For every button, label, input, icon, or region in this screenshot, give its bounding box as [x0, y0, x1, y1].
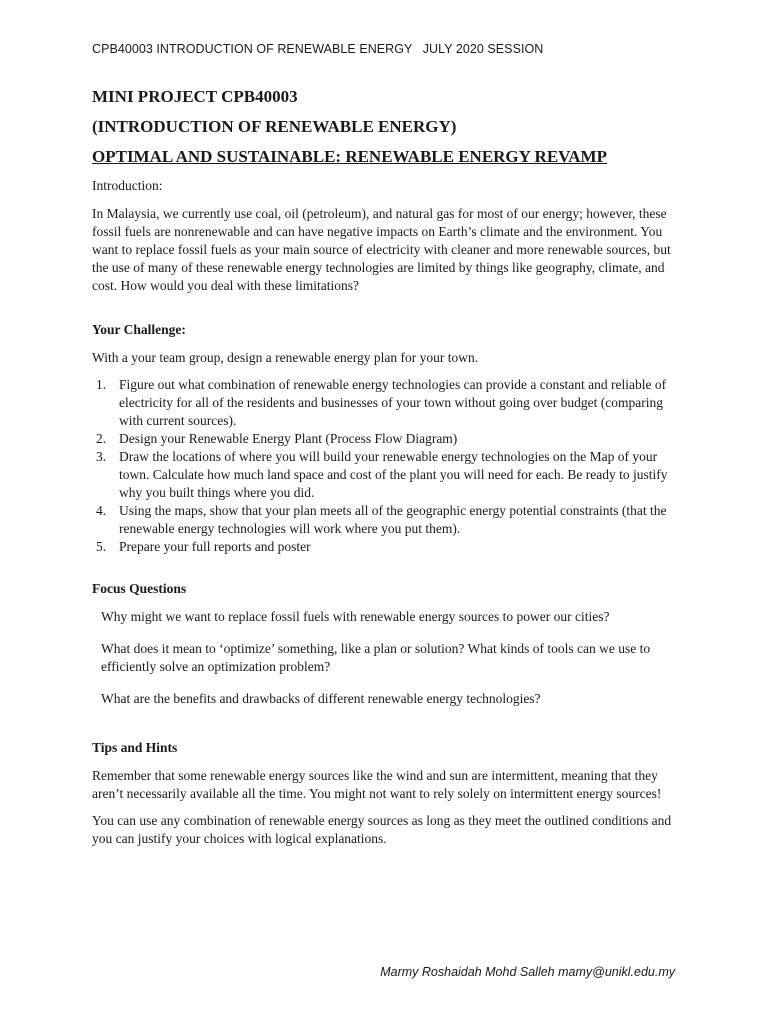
- task-text: Using the maps, show that your plan meets all of the geographic energy potential constraints (that the renewable energy technologies will work where you put them).: [119, 503, 667, 536]
- task-item: [92, 538, 682, 556]
- focus-question: Why might we want to replace fossil fuels with renewable energy sources to power our cities?: [101, 609, 610, 624]
- author-footer: Marmy Roshaidah Mohd Salleh mamy@unikl.edu.my: [380, 965, 675, 979]
- task-text: Figure out what combination of renewable energy technologies can provide a constant and reliable of electricity for all of the residents and businesses of your town without going over budget (comparing with current sources).: [119, 377, 667, 428]
- challenge-lead: With a your team group, design a renewable energy plan for your town.: [92, 350, 479, 365]
- project-title: MINI PROJECT CPB40003: [92, 87, 298, 106]
- tip-paragraph: Remember that some renewable energy sources like the wind and sun are intermittent, meaning that they aren’t necessarily available all the time. You might not want to rely solely on intermittent energy sources!: [92, 768, 662, 801]
- intro-paragraph: In Malaysia, we currently use coal, oil (petroleum), and natural gas for most of our energy; however, these fossil fuels are nonrenewable and can have negative impacts on Earth’s climate and the environment. You want to replace fossil fuels as your main source of electricity with cleaner and more renewable sources, but the use of many of these renewable energy technologies are limited by things like geography, climate, and cost. How would you deal with these limitations?: [92, 206, 671, 293]
- task-text: Draw the locations of where you will build your renewable energy technologies on the Map of your town. Calculate how much land space and cost of the plant you will need for each. Be ready to justify why you built things where you did.: [119, 449, 668, 500]
- task-item: [92, 502, 682, 538]
- task-number: 2.: [96, 431, 107, 446]
- task-number: 4.: [96, 503, 107, 518]
- document-body: [92, 86, 682, 848]
- running-header: CPB40003 INTRODUCTION OF RENEWABLE ENERGY JULY 2020 SESSION: [92, 42, 544, 56]
- task-text: Prepare your full reports and poster: [119, 539, 311, 554]
- task-text: Design your Renewable Energy Plant (Process Flow Diagram): [119, 431, 458, 446]
- task-number: 5.: [96, 539, 107, 554]
- tip-paragraph: You can use any combination of renewable energy sources as long as they meet the outlined conditions and you can justify your choices with logical explanations.: [92, 813, 672, 846]
- task-item: [92, 376, 682, 430]
- focus-questions-heading: Focus Questions: [92, 581, 187, 596]
- focus-question: What are the benefits and drawbacks of different renewable energy technologies?: [101, 691, 541, 706]
- project-subtitle: OPTIMAL AND SUSTAINABLE: RENEWABLE ENERGY REVAMP: [92, 147, 607, 166]
- intro-label: Introduction:: [92, 178, 163, 193]
- task-item: [92, 430, 682, 448]
- tips-heading: Tips and Hints: [92, 740, 178, 755]
- task-list: [92, 376, 682, 556]
- focus-question: What does it mean to ‘optimize’ something, like a plan or solution? What kinds of tools can we use to efficiently solve an optimization problem?: [101, 641, 651, 674]
- task-number: 3.: [96, 449, 107, 464]
- task-number: 1.: [96, 377, 107, 392]
- challenge-heading: Your Challenge:: [92, 322, 186, 337]
- course-title: (INTRODUCTION OF RENEWABLE ENERGY): [92, 117, 457, 136]
- task-item: [92, 448, 682, 502]
